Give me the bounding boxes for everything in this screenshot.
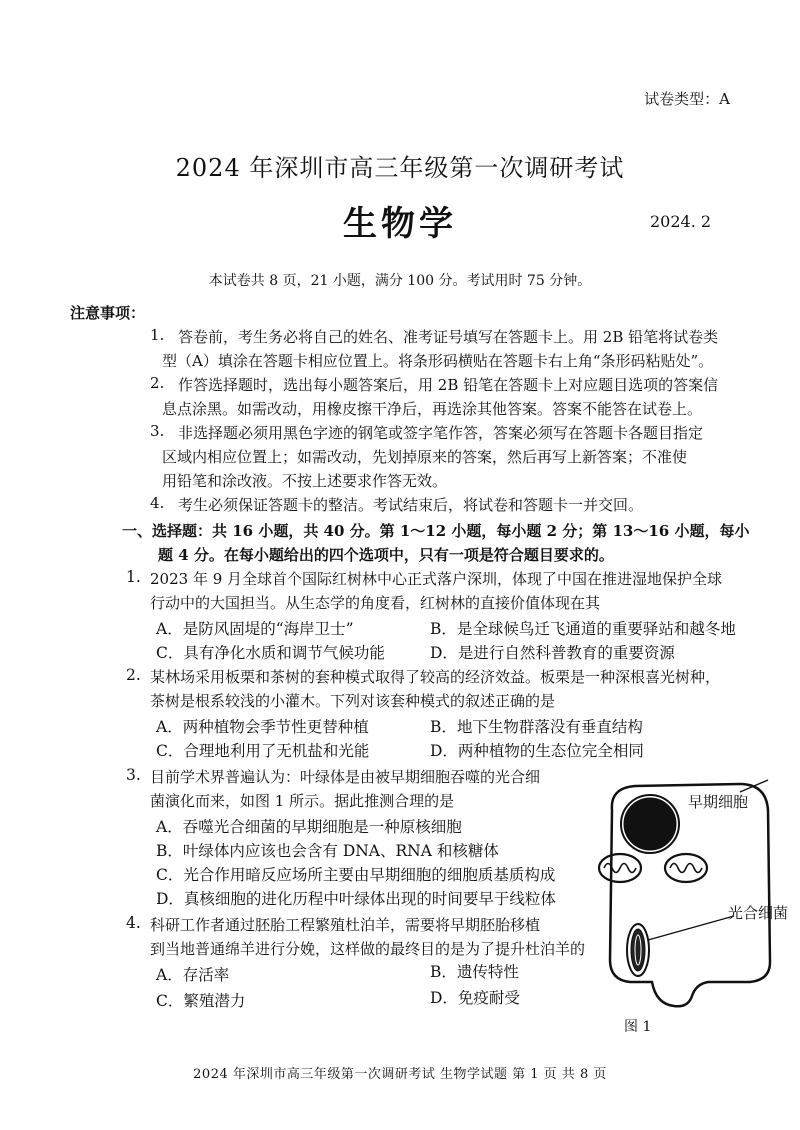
- notice-item-line: 非选择题必须用黑色字迹的钢笔或签字笔作答，答案必须写在答题卡各题目指定: [178, 424, 704, 442]
- option-c: C．繁殖潜力: [156, 992, 246, 1010]
- option-d: D．真核细胞的进化历程中叶绿体出现的时间要早于线粒体: [156, 890, 556, 908]
- notice-item-number: 1.: [150, 326, 165, 344]
- mitochondrion-left: [599, 854, 641, 882]
- option-b: B．叶绿体内应该也会含有 DNA、RNA 和核糖体: [156, 842, 499, 860]
- option-c: C．合理地利用了无机盐和光能: [156, 742, 370, 760]
- option-b: B．遗传特性: [430, 963, 519, 981]
- notice-item-line: 作答选择题时，选出每小题答案后，用 2B 铅笔在答题卡上对应题目选项的答案信: [178, 376, 719, 394]
- option-a: A．两种植物会季节性更替种植: [156, 718, 369, 736]
- notice-item-line: 考生必须保证答题卡的整洁。考试结束后，将试卷和答题卡一并交回。: [178, 496, 644, 514]
- exam-date: 2024. 2: [650, 212, 712, 231]
- notice-item-line: 用铅笔和涂改液。不按上述要求作答无效。: [162, 472, 448, 490]
- question-stem-line: 茶树是根系较浅的小灌木。下列对该套种模式的叙述正确的是: [150, 692, 556, 710]
- label-photosynthetic-bacterium: 光合细菌: [728, 904, 789, 922]
- question-stem-line: 某林场采用板栗和茶树的套种模式取得了较高的经济效益。板栗是一种深根喜光树种，: [150, 668, 721, 686]
- question-number: 4.: [126, 914, 141, 932]
- figure-caption: 图 1: [624, 1019, 652, 1035]
- notice-item-line: 息点涂黑。如需改动，用橡皮擦干净后，再选涂其他答案。答案不能答在试卷上。: [162, 400, 703, 418]
- question-stem-line: 菌演化而来，如图 1 所示。据此推测合理的是: [150, 792, 455, 810]
- option-d: D．是进行自然科普教育的重要资源: [430, 644, 675, 662]
- mitochondrion-right: [665, 854, 707, 882]
- notice-item-line: 区域内相应位置上；如需改动，先划掉原来的答案，然后再写上新答案；不准使: [162, 448, 688, 466]
- question-number: 2.: [126, 666, 141, 684]
- photosynthetic-bacterium: [627, 924, 649, 976]
- option-c: C．具有净化水质和调节气候功能: [156, 644, 385, 662]
- section-heading-line: 一、选择题：共 16 小题，共 40 分。第 1～12 小题，每小题 2 分；第 13～16 小题，每小: [122, 522, 750, 540]
- notice-item-line: 型（A）填涂在答题卡相应位置上。将条形码横贴在答题卡右上角“条形码粘贴处”。: [162, 352, 714, 370]
- question-stem-line: 到当地普通绵羊进行分娩，这样做的最终目的是为了提升杜泊羊的: [150, 940, 586, 958]
- option-a: A．存活率: [156, 966, 230, 984]
- notice-title: 注意事项：: [70, 304, 146, 322]
- option-b: B．是全球候鸟迁飞通道的重要驿站和越冬地: [430, 620, 736, 638]
- option-b: B．地下生物群落没有垂直结构: [430, 718, 643, 736]
- label-early-cell: 早期细胞: [688, 793, 749, 811]
- subject-title: 生物学: [343, 204, 457, 244]
- section-heading-line: 题 4 分。在每小题给出的四个选项中，只有一项是符合题目要求的。: [158, 546, 614, 564]
- notice-item-number: 2.: [150, 374, 165, 392]
- notice-item-number: 4.: [150, 494, 165, 512]
- notice-item-line: 答卷前，考生务必将自己的姓名、准考证号填写在答题卡上。用 2B 铅笔将试卷类: [178, 328, 719, 346]
- option-d: D．免疫耐受: [430, 989, 520, 1007]
- question-stem-line: 行动中的大国担当。从生态学的角度看，红树林的直接价值体现在其: [150, 594, 601, 612]
- question-stem-line: 目前学术界普遍认为：叶绿体是由被早期细胞吞噬的光合细: [150, 768, 541, 786]
- page-footer: 2024 年深圳市高三年级第一次调研考试 生物学试题 第 1 页 共 8 页: [193, 1067, 607, 1082]
- nucleus: [625, 799, 675, 849]
- exam-title: 2024 年深圳市高三年级第一次调研考试: [175, 154, 625, 182]
- option-c: C．光合作用暗反应场所主要由早期细胞的细胞质基质构成: [156, 866, 556, 884]
- paper-type: 试卷类型：A: [644, 90, 730, 108]
- question-stem-line: 2023 年 9 月全球首个国际红树林中心正式落户深圳，体现了中国在推进湿地保护全球: [150, 570, 723, 588]
- pointer-line-bacterium: [648, 916, 734, 940]
- option-a: A．吞噬光合细菌的早期细胞是一种原核细胞: [156, 818, 462, 836]
- option-d: D．两种植物的生态位完全相同: [430, 742, 644, 760]
- exam-intro: 本试卷共 8 页，21 小题，满分 100 分。考试用时 75 分钟。: [208, 273, 592, 289]
- notice-item-number: 3.: [150, 422, 165, 440]
- question-stem-line: 科研工作者通过胚胎工程繁殖杜泊羊，需要将早期胚胎移植: [150, 916, 541, 934]
- option-a: A．是防风固堤的“海岸卫士”: [156, 620, 354, 638]
- question-number: 1.: [126, 568, 141, 586]
- question-number: 3.: [126, 766, 141, 784]
